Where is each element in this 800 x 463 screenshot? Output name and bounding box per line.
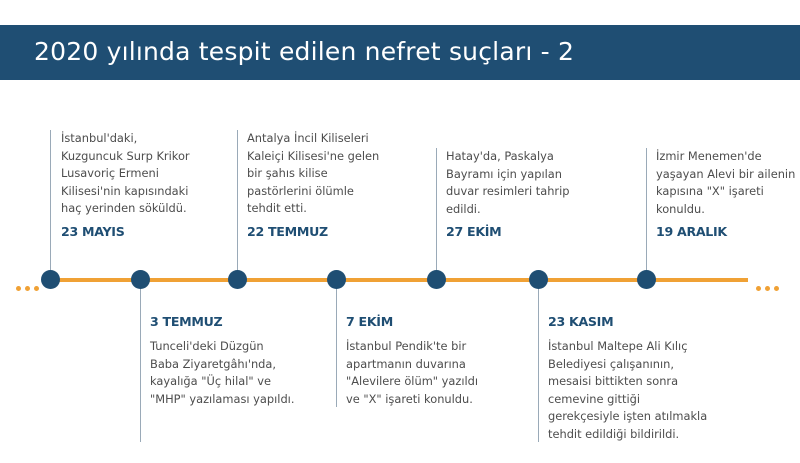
event-description [346, 338, 478, 408]
page-title: 2020 yılında tespit edilen nefret suçları - 2 [34, 37, 575, 66]
description-line: pastörlerini ölümle [247, 183, 354, 198]
timeline-dots-right [756, 276, 783, 284]
timeline-node-3 [228, 270, 247, 289]
description-line: "MHP" yazılaması yapıldı. [150, 391, 295, 406]
title-banner [0, 25, 800, 80]
stem-3 [237, 130, 238, 276]
timeline-node-6 [529, 270, 548, 289]
description-line: "Alevilere ölüm" yazıldı [346, 374, 479, 388]
event-3-temmuz [150, 314, 294, 408]
event-description [656, 148, 795, 218]
timeline-node-2 [131, 270, 150, 289]
stem-6 [538, 282, 539, 442]
event-date: 23 KASIM [548, 314, 614, 329]
description-line: tehdit edildiği bildirildi. [548, 426, 680, 441]
event-date: 27 EKİM [446, 224, 502, 239]
description-line: apartmanın duvarına [346, 356, 466, 371]
description-line: ve "X" işareti konuldu. [346, 391, 473, 406]
timeline-node-1 [41, 270, 60, 289]
description-line: bir şahıs kilise [247, 166, 328, 180]
description-line: Lusavoriç Ermeni [61, 166, 159, 180]
description-line: Tunceli'deki Düzgün [150, 339, 264, 353]
stem-7 [646, 148, 647, 276]
stem-4 [336, 282, 337, 407]
event-date: 23 MAYIS [61, 223, 125, 239]
description-line: Kuzguncuk Surp Krikor [61, 148, 190, 163]
description-line: mesaisi bittikten sonra [548, 374, 679, 388]
event-23-kasim [548, 314, 707, 443]
event-7-ekim [346, 314, 478, 408]
description-line: kapısına "X" işareti [656, 184, 764, 198]
event-23-mayis [61, 130, 190, 239]
event-27-ekim [446, 148, 570, 239]
description-line: edildi. [446, 201, 481, 216]
timeline-node-5 [427, 270, 446, 289]
stem-1 [50, 130, 51, 276]
description-line: Kaleiçi Kilisesi'ne gelen [247, 148, 380, 163]
description-line: İstanbul Maltepe Ali Kılıç [548, 339, 688, 353]
description-line: yaşayan Alevi bir ailenin [656, 166, 796, 181]
description-line: İzmir Menemen'de [656, 149, 762, 163]
description-line: Bayramı için yapılan [446, 166, 562, 181]
description-line: cemevine gittiği [548, 391, 641, 406]
description-line: Hatay'da, Paskalya [446, 149, 554, 163]
timeline-node-7 [637, 270, 656, 289]
description-line: Baba Ziyaretgâhı'nda, [150, 356, 276, 371]
description-line: İstanbul Pendik'te bir [346, 339, 467, 353]
event-description [247, 130, 379, 218]
event-description [446, 148, 570, 218]
event-date: 7 EKİM [346, 314, 393, 329]
timeline-node-4 [327, 270, 346, 289]
description-line: konuldu. [656, 201, 705, 216]
event-date: 19 ARALIK [656, 224, 727, 239]
event-description [548, 338, 707, 443]
description-line: Kilisesi'nin kapısındaki [61, 183, 189, 198]
event-22-temmuz [247, 130, 379, 239]
description-line: İstanbul'daki, [61, 131, 138, 145]
event-19-aralik [656, 148, 795, 239]
description-line: tehdit etti. [247, 201, 307, 215]
event-description [150, 338, 294, 408]
description-line: duvar resimleri tahrip [446, 184, 570, 198]
event-date: 22 TEMMUZ [247, 223, 328, 239]
event-description [61, 130, 190, 218]
event-date: 3 TEMMUZ [150, 314, 223, 329]
stem-2 [140, 282, 141, 442]
description-line: gerekçesiyle işten atılmakla [548, 409, 708, 423]
description-line: Antalya İncil Kiliseleri [247, 131, 369, 145]
stem-5 [436, 148, 437, 276]
description-line: kayalığa "Üç hilal" ve [150, 374, 272, 388]
timeline-dots-left [16, 276, 43, 284]
description-line: Belediyesi çalışanının, [548, 356, 674, 371]
description-line: haç yerinden söküldü. [61, 201, 187, 215]
